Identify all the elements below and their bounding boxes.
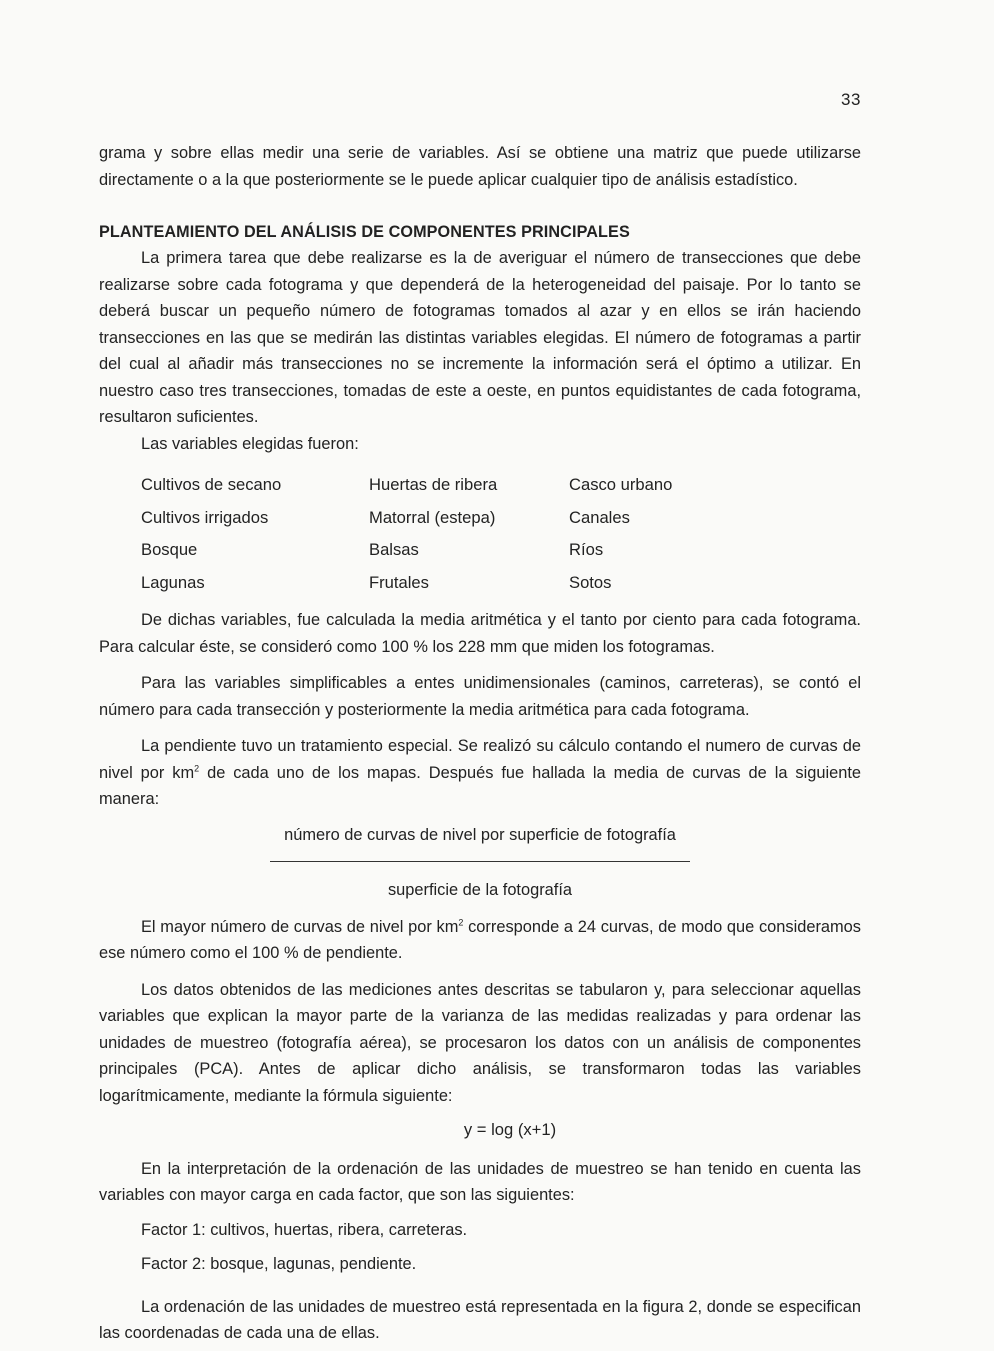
- variable-item: Canales: [569, 507, 630, 527]
- slope-text-a: La pendiente tuvo un tratamiento especial. Se realizó su cálculo contando el numero de curvas de nivel por km: [99, 737, 861, 782]
- variables-row: [141, 567, 761, 600]
- variables-row: [141, 534, 761, 567]
- variable-item: Matorral (estepa): [369, 507, 496, 527]
- page-body: [99, 140, 861, 1347]
- variable-item: Cultivos irrigados: [141, 507, 269, 527]
- variable-item: Lagunas: [141, 572, 205, 592]
- variable-item: Huertas de ribera: [369, 475, 498, 494]
- paragraph-slope: [99, 733, 861, 813]
- fraction-bar: [270, 861, 690, 862]
- max-curves-text-a: El mayor número de curvas de nivel por km: [141, 917, 459, 936]
- paragraph-max-curves: [99, 914, 861, 967]
- paragraph-mean: De dichas variables, fue calculada la media aritmética y el tanto por ciento para cada fotograma. Para calcular éste, se consideró como 100 % los 228 mm que miden los fotogramas.: [99, 611, 861, 656]
- factor-2: Factor 2: bosque, lagunas, pendiente.: [141, 1255, 417, 1273]
- variable-item: Sotos: [569, 572, 612, 592]
- paragraph-pca: Los datos obtenidos de las mediciones antes descritas se tabularon y, para seleccionar aquellas variables que explican la mayor parte de la varianza de las medidas realizadas y para ordenar las unidades de muestreo (fotografía aérea), se procesaron los datos con un análisis de componentes principales (PCA). Antes de aplicar dicho análisis, se transformaron todas las variables logarítmicamente, mediante la fórmula siguiente:: [99, 980, 861, 1105]
- paragraph-ordination: La ordenación de las unidades de muestreo está representada en la figura 2, donde se especifican las coordenadas de cada una de ellas.: [99, 1297, 861, 1342]
- slope-text-b: de cada uno de los mapas. Después fue hallada la media de curvas de la siguiente manera:: [99, 763, 861, 808]
- superscript: 2: [458, 917, 464, 928]
- fraction-denominator: superficie de la fotografía: [387, 880, 573, 899]
- variable-item: Frutales: [369, 572, 429, 592]
- log-formula: y = log (x+1): [463, 1120, 557, 1139]
- variables-table: [141, 469, 761, 599]
- section-heading: PLANTEAMIENTO DEL ANÁLISIS DE COMPONENTES PRINCIPALES: [99, 223, 630, 241]
- intro-paragraph: grama y sobre ellas medir una serie de variables. Así se obtiene una matriz que puede utilizarse directamente o a la que posteriormente se le puede aplicar cualquier tipo de análisis estadístico.: [99, 144, 861, 189]
- max-curves-text-b: corresponde a 24 curvas, de modo que consideramos ese número como el 100 % de pendiente.: [99, 917, 861, 962]
- variable-item: Balsas: [369, 540, 419, 559]
- variable-item: Cultivos de secano: [141, 475, 282, 494]
- factor-1: Factor 1: cultivos, huertas, ribera, carreteras.: [141, 1220, 468, 1239]
- fraction-numerator: número de curvas de nivel por superficie de fotografía: [284, 825, 676, 844]
- page-number: 33: [841, 90, 861, 109]
- variables-row: [141, 502, 761, 535]
- superscript: 2: [194, 763, 200, 774]
- paragraph-interpretation: En la interpretación de la ordenación de las unidades de muestreo se han tenido en cuenta las variables con mayor carga en cada factor, que son las siguientes:: [99, 1159, 861, 1204]
- fraction-formula: [99, 821, 861, 904]
- paragraph-unidimensional: Para las variables simplificables a entes unidimensionales (caminos, carreteras), se contó el número para cada transección y posteriormente la media aritmética para cada fotograma.: [99, 674, 861, 719]
- paragraph-transections: La primera tarea que debe realizarse es la de averiguar el número de transecciones que debe realizarse sobre cada fotograma y que dependerá de la heterogeneidad del paisaje. Por lo tanto se deberá buscar un pequeño número de fotogramas tomados al azar y en ellos se irán haciendo transecciones en las que se medirán las distintas variables elegidas. El número de fotogramas a partir del cual al añadir más transecciones no se incremente la información será el óptimo a utilizar. En nuestro caso tres transecciones, tomadas de este a oeste, en puntos equidistantes de cada fotograma, resultaron suficientes.: [99, 249, 861, 426]
- variable-item: Ríos: [569, 540, 604, 559]
- variable-item: Casco urbano: [569, 475, 673, 494]
- variables-intro: Las variables elegidas fueron:: [141, 434, 359, 453]
- variable-item: Bosque: [141, 540, 198, 559]
- variables-row: [141, 469, 761, 502]
